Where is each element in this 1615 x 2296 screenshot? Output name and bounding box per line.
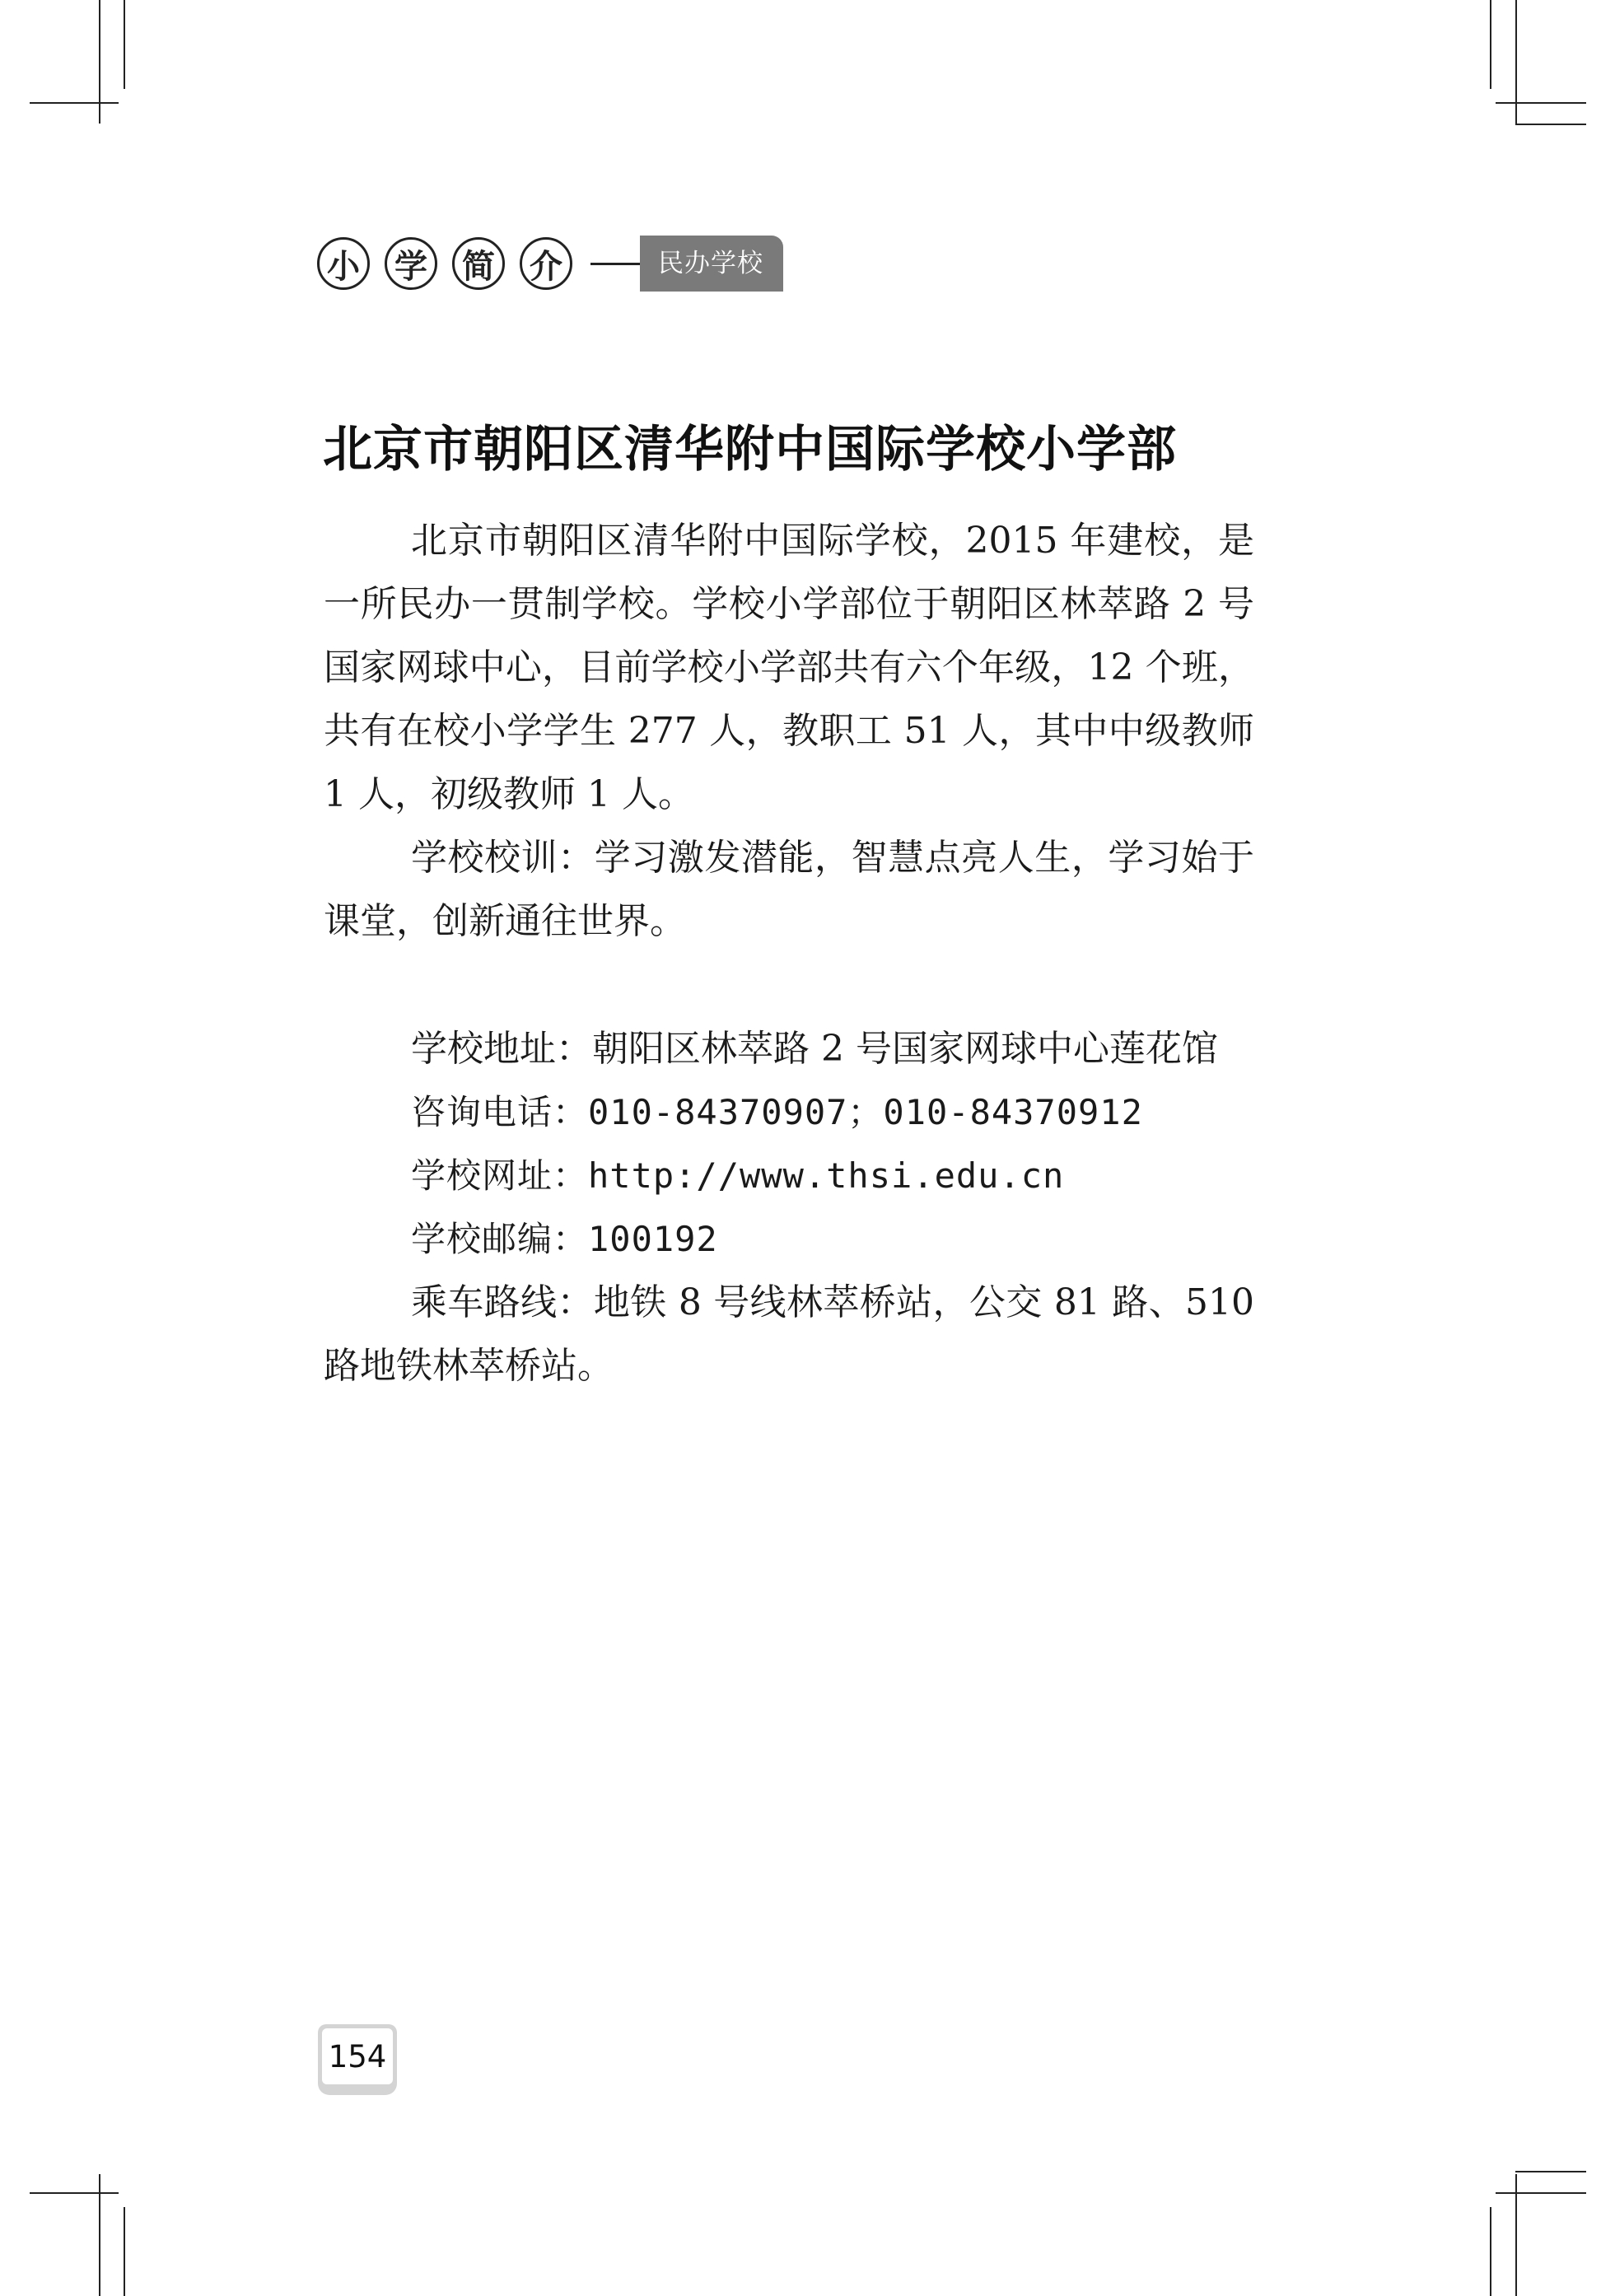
- section-char: 介: [520, 237, 572, 290]
- crop-mark: [1515, 2174, 1517, 2296]
- crop-mark: [99, 0, 100, 124]
- section-char: 学: [385, 237, 437, 290]
- crop-mark: [1496, 2192, 1586, 2194]
- postcode-line: 学校邮编：100192: [411, 1219, 718, 1259]
- page-number: 154: [322, 2028, 393, 2084]
- crop-mark: [1496, 102, 1586, 104]
- category-tag: 民办学校: [640, 236, 783, 292]
- crop-mark: [1515, 0, 1517, 124]
- spacer: [324, 953, 1254, 1017]
- crop-mark: [1515, 2171, 1586, 2172]
- header-connector-line: [590, 263, 640, 265]
- crop-mark: [99, 2174, 100, 2296]
- phone-line: 咨询电话：010-84370907；010-84370912: [411, 1092, 1143, 1132]
- website-line: 学校网址：http://www.thsi.edu.cn: [411, 1155, 1065, 1196]
- intro-paragraph: 北京市朝阳区清华附中国际学校，2015 年建校，是一所民办一贯制学校。学校小学部位于朝阳区林萃路 2 号国家网球中心，目前学校小学部共有六个年级，12 个班，共有在校小学学生 277 人，教职工 51 人，其中中级教师 1 人，初级教师 1 人。: [324, 520, 1254, 815]
- address-line: 学校地址：朝阳区林萃路 2 号国家网球中心莲花馆: [411, 1028, 1218, 1070]
- crop-mark: [124, 0, 125, 89]
- crop-mark: [1490, 2207, 1491, 2296]
- page-number-badge: [318, 2024, 397, 2095]
- body-content: [324, 509, 1254, 1398]
- page-title: 北京市朝阳区清华附中国际学校小学部: [323, 421, 1177, 478]
- crop-mark: [30, 2192, 119, 2194]
- section-header: [317, 232, 783, 295]
- crop-mark: [30, 102, 119, 104]
- crop-mark: [124, 2207, 125, 2296]
- section-char: 简: [452, 237, 505, 290]
- crop-mark: [1515, 124, 1586, 125]
- section-char: 小: [317, 237, 370, 290]
- motto-paragraph: 学校校训：学习激发潜能，智慧点亮人生，学习始于课堂，创新通往世界。: [324, 837, 1254, 942]
- route-line: 乘车路线：地铁 8 号线林萃桥站，公交 81 路、510 路地铁林萃桥站。: [324, 1281, 1254, 1387]
- crop-mark: [1490, 0, 1491, 89]
